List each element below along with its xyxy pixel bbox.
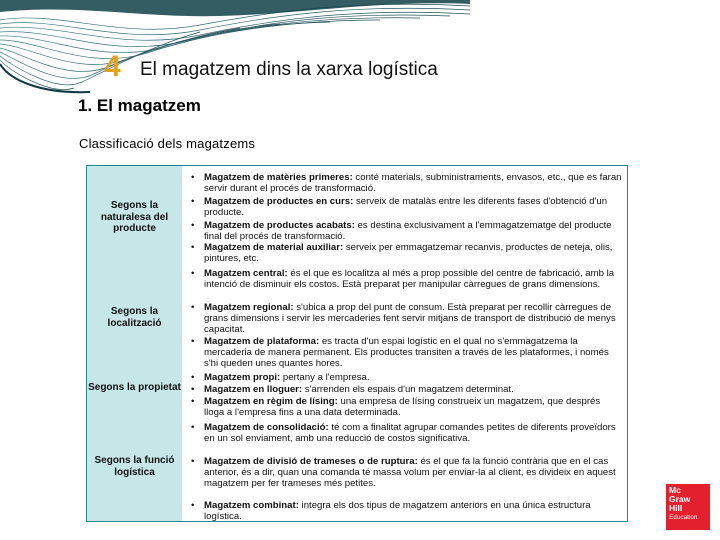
category-nature: Segons la naturalesa del producte — [100, 200, 169, 234]
section-title: 1. El magatzem — [78, 96, 201, 115]
section-subtitle: Classificació dels magatzems — [79, 136, 256, 151]
list-item: • Magatzem combinat: integra els dos tipus de magatzem anteriors en una única estructura logística. — [191, 500, 591, 523]
decorative-mesh-graphic — [0, 0, 470, 100]
list-item: • Magatzem de productes acabats: es destina exclusivament a l'emmagatzematge del producte final del procés de transformació. — [191, 220, 612, 243]
list-item: • Magatzem de material auxiliar: serveix per emmagatzemar recanvis, productes de neteja, olis, pintures, etc. — [191, 242, 613, 265]
list-item: • Magatzem de divisió de trameses o de ruptura: és el que fa la funció contrària que en el cas anterior, és a dir, quan una comanda té massa volum per enviar-la al client, es divideix en aquest magatzem per fer trameses més petites. — [191, 456, 616, 490]
list-item: • Magatzem central: és el que es localitza al més a prop possible del centre de fabricació, amb la intenció de disminuir els costos. Està preparat per manipular càrregues de grans dimensions. — [191, 268, 615, 291]
list-item: • Magatzem de consolidació: té com a finalitat agrupar comandes petites de diferents proveïdors en un sol enviament, amb una reducció de costos significativa. — [191, 422, 616, 445]
list-item: • Magatzem de matèries primeres: conté materials, subministraments, envasos, etc., que es faran servir durant el procés de transformació. — [191, 172, 622, 195]
list-item: • Magatzem regional: s'ubica a prop del punt de consum. Està preparat per recollir càrregues de grans dimensions i servir les mercaderies fent servir mitjans de transport de distribució de menys capacitat. — [191, 302, 616, 336]
list-item: • Magatzem en règim de lísing: una empresa de lísing construeix un magatzem, que després lloga a l'empresa fins a una data determinada. — [191, 396, 601, 419]
items-column — [182, 166, 627, 521]
chapter-title: El magatzem dins la xarxa logística — [140, 59, 438, 80]
category-logistic-function: Segons la funció logística — [94, 455, 175, 478]
category-ownership: Segons la propietat — [88, 382, 181, 393]
category-location: Segons la localització — [107, 306, 162, 329]
list-item: • Magatzem de productes en curs: serveix de matalàs entre les diferents fases d'obtenció d'un producte. — [191, 196, 608, 219]
list-item: • Magatzem propi: pertany a l'empresa. — [191, 372, 370, 383]
classification-table — [86, 165, 628, 522]
category-column — [87, 166, 182, 521]
list-item: • Magatzem en lloguer: s'arrenden els espais d'un magatzem determinat. — [191, 384, 514, 395]
list-item: • Magatzem de plataforma: es tracta d'un espai logístic en el qual no s'emmagatzema la mercaderia de manera permanent. Els productes transiten a través de les plataformes, i només s'hi queden unes quantes hores. — [191, 336, 609, 370]
mcgraw-hill-logo: Mc Graw Hill Education — [666, 484, 710, 530]
chapter-number: 4 — [104, 50, 121, 83]
